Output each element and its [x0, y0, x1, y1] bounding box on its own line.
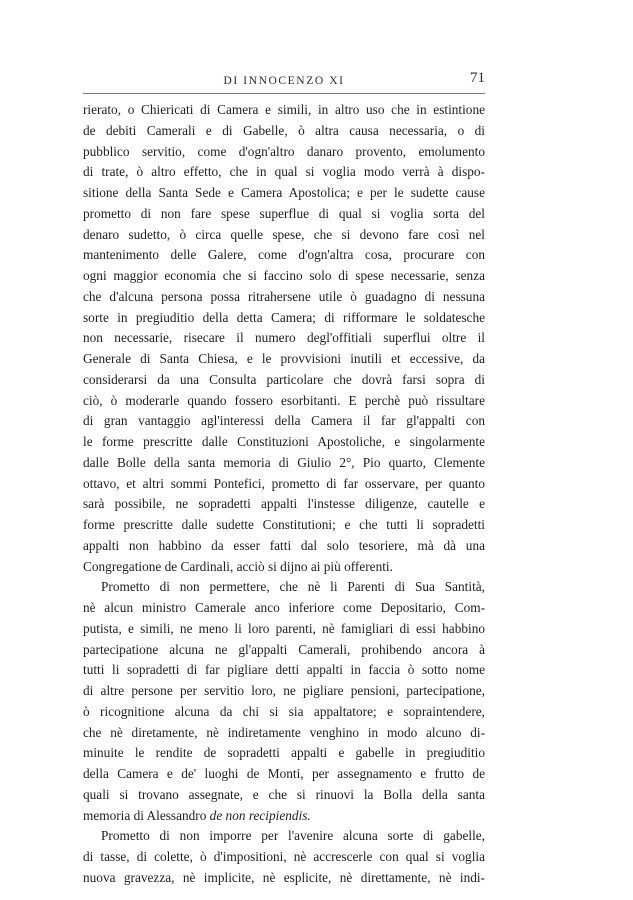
- body-text: [83, 100, 485, 889]
- text-line: ottavo, et altri sommi Pontefici, prometto di far osservare, per quanto: [83, 475, 485, 491]
- text-line: quali si trovano assegnate, e che si rinuovi la Bolla della santa: [83, 786, 485, 802]
- text-line: che nè diretamente, nè indiretamente venghino in modo alcuno di-: [83, 724, 485, 740]
- header-rule: [83, 93, 485, 94]
- text-line: ò ricognitione alcuna da chi si sia appaltatore; e sopraintendere,: [83, 703, 485, 719]
- text-line: mantenimento delle Galere, come d'ogn'altra cosa, procurare con: [83, 247, 485, 263]
- text-line: tutti li sopradetti di far pigliare detti appalti in faccia ò sotto nome: [83, 662, 485, 678]
- text-line: denaro sudetto, ò circa quelle spese, che si devono fare così nel: [83, 226, 485, 242]
- text-line: appalti non habbino da esser fatti dal solo tesoriere, mà dà una: [83, 537, 485, 553]
- text-line: dalle Bolle della santa memoria di Giulio 2°, Pio quarto, Clemente: [83, 454, 485, 470]
- text-line: sorte in pregiuditio della detta Camera; di rifformare le soldatesche: [83, 309, 485, 325]
- text-line: di tasse, di colette, ò d'impositioni, nè accrescerle con qual si voglia: [83, 849, 485, 864]
- text-line: della Camera e de' luoghi de Monti, per assegnamento e frutto de: [83, 766, 485, 781]
- text-line: che d'alcuna persona possa ritrahersene utile ò guadagno di nessuna: [83, 288, 485, 304]
- text-line: sitione della Santa Sede e Camera Apostolica; e per le sudette cause: [83, 185, 485, 200]
- text-line: rierato, o Chiericati di Camera e simili, in altro uso che in estintione: [83, 102, 485, 117]
- page-number: 71: [470, 70, 485, 86]
- text-line: sarà possibile, ne sopradetti appalti l'instesse diligenze, cautelle e: [83, 496, 485, 512]
- text-line: di trate, ò altro effetto, che in qual si voglia modo verrà à dispo-: [83, 164, 485, 180]
- text-line: ciò, ò moderarle quando fossero esorbitanti. E perchè può rissultare: [83, 392, 485, 408]
- text-line: di gran vantaggio agl'interessi della Camera il far gl'appalti con: [83, 413, 485, 429]
- text-line: di altre persone per servitio loro, ne pigliare pensioni, partecipatione,: [83, 683, 485, 698]
- text-line: de debiti Camerali e di Gabelle, ò altra causa necessaria, o di: [83, 122, 485, 138]
- text-line: minuite le rendite de sopradetti appalti e gabelle in pregiuditio: [83, 745, 485, 761]
- text-line: partecipatione alcuna ne gl'appalti Camerali, prohibendo ancora à: [83, 641, 485, 657]
- paragraph-start-line: Prometto di non permettere, che nè li Parenti di Sua Santità,: [101, 579, 485, 595]
- text-line: nuova gravezza, nè implicite, nè esplicite, nè direttamente, nè indi-: [83, 869, 485, 885]
- italic-title: de non recipiendis.: [209, 807, 311, 823]
- paragraph-start-line: Prometto di non imporre per l'avenire alcuna sorte di gabelle,: [101, 828, 485, 844]
- text-line: considerarsi da una Consulta particolare che dovrà farsi sopra di: [83, 371, 485, 387]
- text-line: ogni maggior economia che si faccino solo di spese necessarie, senza: [83, 268, 485, 283]
- text-line: non necessarie, risecare il numero degl'offitiali superflui oltre il: [83, 330, 485, 346]
- text-line: Generale di Santa Chiesa, e le provvisioni inutili et eccessive, da: [83, 351, 485, 366]
- text-line: prometto di non fare spese superflue di qual si voglia sorta del: [83, 205, 485, 221]
- text-line: forme prescritte dalle sudette Constitutioni; e che tutti li sopradetti: [83, 517, 485, 532]
- text-segment: memoria di Alessandro: [83, 807, 210, 823]
- running-title: DI INNOCENZO XI: [223, 75, 345, 87]
- text-line: putista, e simili, ne meno li loro parenti, nè famigliari di essi habbino: [83, 620, 485, 636]
- paragraph-end-line: Congregatione de Cardinali, acciò si dijno ai più offerenti.: [83, 558, 393, 574]
- text-line: pubblico servitio, come d'ogn'altro danaro provento, emolumento: [83, 143, 485, 159]
- paragraph-end-line: [83, 806, 485, 827]
- page-header: [83, 70, 485, 92]
- text-line: le forme prescritte dalle Constituzioni Apostoliche, e singolarmente: [83, 434, 485, 449]
- text-line: nè alcun ministro Camerale anco inferiore come Depositario, Com-: [83, 600, 485, 615]
